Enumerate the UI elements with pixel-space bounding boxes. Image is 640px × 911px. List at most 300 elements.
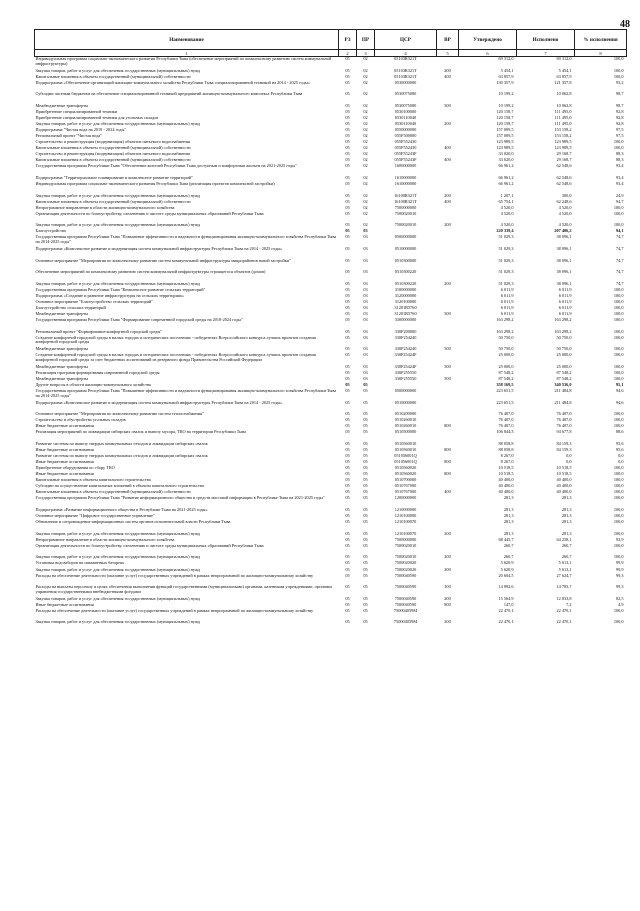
budget-table-page: [34, 29, 626, 627]
table-row: [35, 81, 627, 93]
cell-rz: 05: [345, 412, 350, 417]
cell-approved: 123 989,5: [496, 140, 514, 145]
cell-executed: 29 168,7: [556, 158, 572, 163]
cell-csr: 05103R321T: [394, 56, 417, 61]
cell-csr: 330F255550: [394, 370, 417, 375]
cell-name: Благоустройство: [35, 229, 67, 234]
cell-approved: 68 445,7: [498, 537, 514, 542]
cell-rz: 05: [345, 383, 350, 388]
cell-name: Подпрограмма "Чистая вода на 2019 - 2024 годы": [35, 128, 127, 133]
cell-approved: 163 298,2: [496, 329, 514, 334]
cell-rz: 05: [345, 318, 350, 323]
cell-pr: 05: [363, 508, 368, 513]
table-row: [35, 318, 627, 330]
cell-pr: 02: [363, 164, 368, 169]
cell-rz: 05: [345, 312, 350, 317]
cell-rz: 05: [345, 377, 350, 382]
cell-executed: 4 520,0: [558, 223, 572, 228]
cell-executed: 10 518,5: [556, 472, 572, 477]
cell-name: Межбюджетные трансферты: [35, 347, 89, 352]
cell-name: Иные бюджетные ассигнования: [35, 424, 94, 429]
cell-pr: 02: [363, 80, 368, 85]
cell-csr: 7500020010: [394, 223, 417, 228]
cell-vr: 200: [444, 193, 451, 198]
cell-csr: 0510260010: [394, 418, 417, 423]
header-approved: Утверждено: [459, 30, 517, 50]
cell-percent: 100,0: [613, 370, 624, 375]
cell-name: Организация деятельности по благоустройству, озеленению и чистоте среды муниципальных образований Республики Тыва: [35, 543, 264, 548]
cell-percent: 100,0: [613, 318, 624, 323]
cell-rz: 05: [345, 448, 350, 453]
cell-rz: 05: [345, 543, 350, 548]
cell-pr: 05: [363, 555, 368, 560]
cell-approved: 281,3: [503, 520, 514, 525]
cell-csr: 7500040590: [394, 585, 417, 590]
cell-rz: 05: [345, 80, 350, 85]
cell-approved: 281,3: [503, 508, 514, 513]
cell-pr: 05: [363, 460, 368, 465]
table-row: [35, 389, 627, 401]
header-row: [35, 30, 627, 50]
cell-csr: 0530100000: [394, 109, 417, 114]
header-percent: % исполнения: [575, 30, 627, 50]
cell-vr: [437, 57, 459, 69]
cell-percent: 99,3: [615, 573, 624, 578]
cell-percent: 100,0: [613, 377, 624, 382]
cell-name: Субсидии на осуществление капитальных вложений в объекты капитального строительства: [35, 484, 204, 489]
cell-pr: 03: [363, 318, 368, 323]
cell-rz: 05: [345, 472, 350, 477]
cell-approved: 22 470,1: [498, 620, 514, 625]
cell-executed: 62 548,6: [556, 181, 572, 186]
cell-pr: 03: [363, 305, 368, 310]
cell-csr: 7500020010: [394, 211, 417, 216]
cell-vr: [437, 81, 459, 93]
cell-rz: 05: [345, 140, 350, 145]
cell-pr: 02: [363, 134, 368, 139]
cell-executed: 4 520,0: [558, 211, 572, 216]
cell-csr: 055F552430: [394, 146, 417, 151]
cell-executed: 38 096,1: [556, 281, 572, 286]
cell-csr: 3300000000: [394, 318, 417, 323]
cell-approved: 10 518,5: [498, 466, 514, 471]
cell-approved: 1 207,1: [500, 193, 514, 198]
cell-executed: 6 011,9: [558, 305, 572, 310]
cell-name: Капитальные вложения в объекты государственной (муниципальной) собственности: [35, 158, 191, 163]
cell-percent: 100,0: [613, 490, 624, 495]
cell-percent: 100,0: [613, 543, 624, 548]
cell-pr: 02: [363, 56, 368, 61]
cell-csr: 16100R321T: [394, 193, 417, 198]
cell-percent: 100,0: [613, 620, 624, 625]
cell-vr: 200: [444, 281, 451, 286]
cell-vr: [437, 496, 459, 508]
cell-vr: [437, 353, 459, 365]
cell-name: Подпрограмма «Обеспечение организаций жилищно-коммунального хозяйства Республики Тыва специализированной техникой на 2014 - 2025 годы»: [35, 80, 310, 85]
cell-csr: 7500040590: [394, 602, 417, 607]
cell-vr: 800: [444, 602, 451, 607]
cell-name: Подпрограмма «Комплексное развитие и модернизация систем коммунальной инфраструктуры Республики Тыва на 2014 - 2025 годы»: [35, 247, 283, 251]
cell-executed: 153 158,2: [554, 134, 572, 139]
cell-vr: 200: [444, 555, 451, 560]
cell-vr: 400: [444, 158, 451, 163]
cell-csr: 0550000000: [394, 128, 417, 133]
cell-name: Капитальные вложения в объекты государственной (муниципальной) собственности: [35, 490, 191, 495]
cell-executed: 111 495,0: [554, 115, 572, 120]
table-row: [35, 92, 627, 104]
cell-approved: 51 029,3: [498, 270, 514, 275]
cell-vr: [437, 389, 459, 401]
cell-pr: 02: [363, 122, 368, 127]
cell-pr: 05: [363, 602, 368, 607]
cell-vr: [437, 544, 459, 556]
cell-executed: 63 857,9: [556, 74, 572, 79]
cell-rz: 05: [345, 223, 350, 228]
cell-rz: 05: [345, 56, 350, 61]
column-number: 7: [517, 50, 575, 57]
cell-executed: 76 407,0: [556, 412, 572, 417]
cell-percent: 93,2: [615, 80, 624, 85]
cell-pr: 05: [363, 484, 368, 489]
cell-name: Закупка товаров, работ и услуг для обеспечения государственных (муниципальных) нужд: [35, 281, 201, 286]
cell-vr: 500: [444, 312, 451, 317]
cell-approved: 65 754,1: [498, 199, 514, 204]
cell-pr: 02: [363, 223, 368, 228]
cell-rz: 05: [345, 430, 350, 435]
cell-executed: 22 470,1: [556, 620, 572, 625]
cell-name: Государственная программа Республики Тыва "Комплексное развитие сельских территорий": [35, 287, 206, 292]
cell-pr: 02: [363, 74, 368, 79]
cell-percent: 100,0: [613, 353, 624, 358]
cell-vr: [437, 336, 459, 348]
cell-pr: 05: [363, 490, 368, 495]
table-row: [35, 259, 627, 271]
cell-name: Подпрограмма «Создание и развитие инфраструктуры на сельских территориях»: [35, 293, 185, 298]
cell-approved: 51 029,3: [498, 235, 514, 240]
cell-rz: 05: [345, 128, 350, 133]
cell-rz: 05: [345, 531, 350, 536]
cell-percent: 94,6: [615, 389, 624, 394]
cell-csr: 0530075080: [394, 92, 417, 97]
cell-name: Непрограммное направление в области жилищно-коммунального хозяйства: [35, 205, 175, 210]
cell-name: Подпрограмма «Развитие информационного общества в Республике Тыва на 2021-2025 годы»: [35, 508, 208, 513]
page-number: 48: [620, 19, 630, 30]
cell-approved: 10 518,5: [498, 472, 514, 477]
cell-vr: 400: [444, 74, 451, 79]
cell-approved: 260,7: [503, 543, 514, 548]
cell-percent: 92,8: [615, 122, 624, 127]
cell-percent: 93,9: [615, 537, 624, 542]
cell-percent: 100,0: [613, 68, 624, 73]
cell-csr: 0530110040: [394, 122, 417, 127]
cell-csr: 7500020020: [394, 561, 417, 566]
cell-executed: 211 484,8: [554, 389, 572, 394]
cell-vr: 200: [444, 223, 451, 228]
cell-csr: 7500020010: [394, 555, 417, 560]
cell-executed: 62 248,6: [556, 199, 572, 204]
cell-percent: 99,9: [615, 567, 624, 572]
cell-percent: 88,3: [615, 152, 624, 157]
cell-percent: 4,9: [618, 602, 624, 607]
cell-executed: 5 613,1: [558, 567, 572, 572]
cell-csr: 330F25424F: [394, 353, 417, 358]
cell-pr: 03: [363, 258, 368, 263]
cell-csr: 1210100070: [394, 531, 417, 536]
cell-approved: 106 844,3: [496, 430, 514, 435]
cell-name: Закупка товаров, работ и услуг для обеспечения государственных (муниципальных) нужд: [35, 223, 201, 228]
cell-name: Региональный проект "Формирование комфортной городской среды": [35, 329, 163, 334]
cell-name: Подпрограмма «Комплексное развитие и модернизация систем коммунальной инфраструктуры Республики Тыва на 2014 - 2025 годы»: [35, 400, 283, 405]
cell-name: Благоустройство сельских территорий: [35, 305, 106, 310]
cell-rz: 05: [345, 573, 350, 578]
cell-approved: 76 407,0: [498, 424, 514, 429]
cell-rz: 05: [345, 335, 350, 340]
cell-rz: 05: [345, 585, 350, 590]
cell-pr: 05: [363, 454, 368, 459]
cell-approved: 5 454,1: [500, 68, 514, 73]
cell-csr: 7500040590: [394, 573, 417, 578]
header-csr: ЦСР: [375, 30, 437, 50]
cell-executed: 25 000,0: [556, 353, 572, 358]
cell-executed: 76 407,0: [556, 418, 572, 423]
cell-rz: 05: [345, 496, 350, 501]
cell-executed: 40 400,0: [556, 490, 572, 495]
cell-approved: 50 750,0: [498, 347, 514, 352]
cell-rz: 05: [345, 537, 350, 542]
cell-percent: 100,0: [613, 555, 624, 560]
cell-name: Государственная программа Республики Тыва "Повышение эффективности и надежности функционирования жилищно-коммунального хозяйства Республики Тыва на 2014-2025 годы": [35, 235, 337, 244]
cell-executed: 38 096,1: [556, 258, 572, 263]
cell-approved: 88 058,8: [498, 448, 514, 453]
cell-rz: 05: [345, 555, 350, 560]
cell-approved: 66 961,2: [498, 181, 514, 186]
cell-csr: 055F55243F: [394, 158, 417, 163]
cell-executed: 62 548,6: [556, 164, 572, 169]
cell-name: Межбюджетные трансферты: [35, 103, 89, 108]
cell-pr: 02: [363, 146, 368, 151]
cell-percent: 100,0: [613, 146, 624, 151]
cell-executed: 94 677,8: [556, 430, 572, 435]
cell-name: Непрограммное направление в области жилищно-коммунального хозяйства: [35, 537, 175, 542]
cell-name: Индивидуальная программа социально-экономического развития Республики Тыва (обеспечение мероприятий по комплексному развитию систем коммунальной инфраструктуры): [35, 56, 332, 66]
table-row: [35, 182, 627, 194]
cell-csr: 0510000000: [394, 400, 417, 405]
header-rz: РЗ: [339, 30, 357, 50]
table-row: [35, 544, 627, 556]
cell-name: Основное мероприятие "Мероприятия по комплексному развитию систем коммунальной инфраструктуры микрорайонов новой застройки": [35, 258, 291, 263]
cell-vr: [437, 182, 459, 194]
cell-approved: 120 158,7: [496, 115, 514, 120]
cell-rz: 05: [345, 152, 350, 157]
cell-name: Другие вопросы в области жилищно-коммунального хозяйства: [35, 383, 151, 388]
table-row: [35, 164, 627, 176]
cell-approved: 260,7: [503, 555, 514, 560]
cell-pr: 05: [363, 537, 368, 542]
cell-pr: 05: [363, 430, 368, 435]
cell-name: Индивидуальная программа социально-экономического развития Республики Тыва (реализация проектов комплексной застройки): [35, 181, 275, 186]
cell-vr: [437, 235, 459, 247]
cell-name: Основное мероприятие "Мероприятия по комплексному развитию систем теплоснабжения": [35, 412, 204, 417]
cell-executed: 121 357,8: [554, 80, 572, 85]
cell-csr: 1200000000: [394, 496, 417, 501]
cell-pr: 03: [363, 235, 368, 240]
cell-csr: 05103R321T: [394, 74, 417, 79]
cell-name: Установка водозаборов на скважинных батареях: [35, 561, 125, 566]
table-header: [35, 30, 627, 57]
cell-executed: 340 536,0: [554, 383, 572, 388]
cell-executed: 62 548,6: [556, 175, 572, 180]
table-row: [35, 585, 627, 597]
cell-approved: 281,3: [503, 531, 514, 536]
cell-pr: 03: [363, 299, 368, 304]
cell-rz: 05: [345, 353, 350, 358]
cell-percent: 100,0: [613, 520, 624, 525]
cell-csr: 16100R321T: [394, 199, 417, 204]
cell-percent: 74,7: [615, 270, 624, 275]
cell-rz: 05: [345, 418, 350, 423]
cell-percent: 24,9: [615, 193, 624, 198]
cell-percent: 100,0: [613, 74, 624, 79]
table-row: [35, 520, 627, 532]
cell-executed: 260,7: [561, 555, 572, 560]
cell-percent: 92,8: [615, 115, 624, 120]
cell-percent: 97,5: [615, 134, 624, 139]
cell-csr: 330F200000: [394, 329, 417, 334]
cell-approved: 220 339,4: [496, 229, 514, 234]
cell-percent: 88,3: [615, 158, 624, 163]
cell-pr: 03: [363, 370, 368, 375]
cell-executed: 64 258,1: [556, 537, 572, 542]
cell-executed: 40 400,0: [556, 478, 572, 483]
cell-executed: 163 298,2: [554, 329, 572, 334]
cell-name: Организация деятельности по благоустройству, озеленению и чистоте среды муниципальных образований Республики Тыва: [35, 211, 264, 216]
cell-name: Приобретение специализированной техники: [35, 109, 118, 114]
cell-csr: 0500000000: [394, 389, 417, 394]
cell-name: Подпрограмма "Территориальное планирование и комплексное развитие территорий": [35, 175, 193, 180]
cell-csr: 330F255550: [394, 377, 417, 382]
cell-vr: 800: [444, 448, 451, 453]
cell-percent: 74,7: [615, 281, 624, 286]
cell-pr: 05: [363, 531, 368, 536]
cell-pr: 02: [363, 181, 368, 186]
cell-vr: 500: [444, 347, 451, 352]
cell-rz: 05: [345, 454, 350, 459]
cell-executed: 281,3: [561, 514, 572, 519]
table-row: [35, 353, 627, 365]
cell-approved: 87 548,2: [498, 370, 514, 375]
cell-executed: 10 518,5: [556, 466, 572, 471]
cell-rz: 05: [345, 293, 350, 298]
cell-pr: 05: [363, 478, 368, 483]
cell-approved: 87 548,2: [498, 377, 514, 382]
table-row: [35, 270, 627, 282]
cell-executed: 87 548,2: [556, 370, 572, 375]
cell-executed: 76 407,0: [556, 424, 572, 429]
cell-approved: 123 989,5: [496, 146, 514, 151]
cell-approved: 120 158,7: [496, 109, 514, 114]
cell-name: Строительство и реконструкция (модернизация) объектов питьевого водоснабжения: [35, 152, 190, 157]
cell-name: Приобретение оборудования по сбору ТКО: [35, 466, 115, 471]
cell-rz: 05: [345, 561, 350, 566]
cell-percent: 100,0: [613, 293, 624, 298]
cell-approved: 40 400,0: [498, 490, 514, 495]
cell-name: Закупка товаров, работ и услуг для обеспечения государственных (муниципальных) нужд: [35, 531, 201, 536]
cell-pr: 05: [363, 389, 368, 394]
cell-executed: 111 495,0: [554, 109, 572, 114]
cell-executed: 153 158,2: [554, 128, 572, 133]
cell-percent: 100,0: [613, 287, 624, 292]
cell-percent: 88,6: [615, 430, 624, 435]
cell-csr: 7500020020: [394, 567, 417, 572]
table-body: [35, 57, 627, 627]
cell-executed: 207 406,2: [554, 229, 572, 234]
cell-rz: 05: [345, 466, 350, 471]
cell-pr: 05: [363, 448, 368, 453]
cell-name: Государственная программа Республики Тыва "Развитие информационного общества и средств массовой информации в Республике Тыва на 2021-2025 годы": [35, 496, 325, 501]
cell-pr: 05: [363, 543, 368, 548]
cell-approved: 25 000,0: [498, 364, 514, 369]
cell-executed: 281,3: [561, 531, 572, 536]
cell-executed: 5 454,1: [558, 68, 572, 73]
cell-approved: 40 400,0: [498, 478, 514, 483]
cell-csr: 0510260010: [394, 424, 417, 429]
cell-executed: 27 624,7: [556, 573, 572, 578]
cell-percent: 0,0: [618, 454, 624, 459]
cell-name: Иные бюджетные ассигнования: [35, 602, 94, 607]
table-row: [35, 235, 627, 247]
cell-pr: 03: [363, 377, 368, 382]
cell-rz: 05: [345, 146, 350, 151]
table-row: [35, 574, 627, 586]
cell-csr: 750004059M: [393, 608, 418, 613]
column-number: 4: [375, 50, 437, 57]
cell-pr: 05: [363, 561, 368, 566]
cell-approved: 6 011,9: [500, 299, 514, 304]
table-row: [35, 609, 627, 621]
cell-vr: 400: [444, 146, 451, 151]
cell-percent: 97,5: [615, 128, 624, 133]
cell-executed: 22 470,1: [556, 608, 572, 613]
cell-percent: 93,4: [615, 175, 624, 180]
cell-rz: 05: [345, 370, 350, 375]
cell-vr: 200: [444, 620, 451, 625]
cell-pr: 03: [363, 329, 368, 334]
cell-approved: 51 029,3: [498, 258, 514, 263]
cell-percent: 100,0: [613, 223, 624, 228]
cell-csr: 3120100000: [394, 299, 417, 304]
cell-approved: 5 620,9: [500, 567, 514, 572]
cell-name: Создание комфортной городской среды в малых городах и исторических поселениях - победителях Всероссийского конкурса лучших проектов создания комфортной городской среды за счет бюджетных ассигнований из резервного фонда Правительства Российской Федерации: [35, 353, 316, 362]
cell-rz: 05: [345, 115, 350, 120]
cell-executed: 123 989,5: [554, 140, 572, 145]
cell-executed: 281,3: [561, 508, 572, 513]
cell-percent: 99,3: [615, 585, 624, 590]
cell-approved: 51 029,3: [498, 281, 514, 286]
cell-percent: 100,0: [613, 364, 624, 369]
cell-percent: 95,6: [615, 448, 624, 453]
cell-executed: 5 613,1: [558, 561, 572, 566]
cell-percent: 100,0: [613, 140, 624, 145]
cell-csr: 055F552430: [394, 140, 417, 145]
cell-vr: [437, 401, 459, 413]
cell-rz: 05: [345, 199, 350, 204]
cell-rz: 05: [345, 258, 350, 263]
cell-rz: 05: [345, 442, 350, 447]
cell-percent: 94,7: [615, 199, 624, 204]
cell-rz: 05: [345, 602, 350, 607]
table-row: [35, 496, 627, 508]
cell-name: Реализация программ формирования современной городской среды: [35, 370, 160, 375]
